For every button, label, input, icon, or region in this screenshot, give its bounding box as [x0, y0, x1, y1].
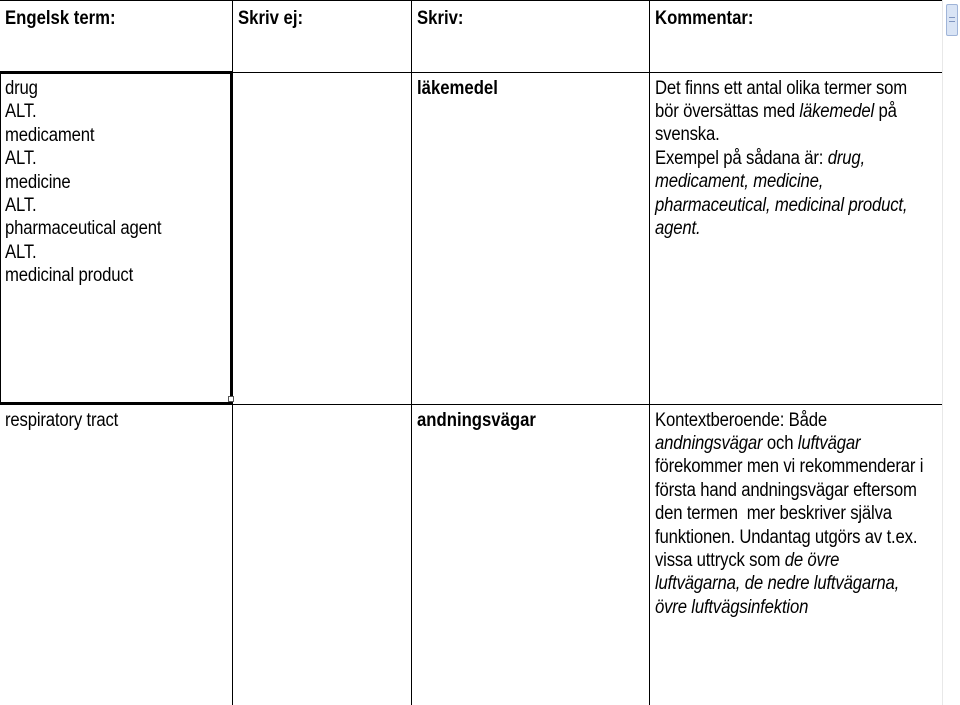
term-line: medicinal product	[5, 265, 134, 287]
comment-line: första hand andningsvägar eftersom	[654, 479, 917, 501]
english-term-cell[interactable]	[0, 404, 232, 705]
do-not-write-cell[interactable]	[232, 72, 411, 404]
term-line: pharmaceutical agent	[5, 218, 162, 240]
term-line: ALT.	[5, 195, 37, 217]
scrollbar-thumb[interactable]	[946, 4, 958, 36]
comment-line: förekommer men vi rekommenderar i	[654, 456, 923, 478]
comment-line: svenska.	[654, 124, 720, 146]
header-english-term[interactable]: Engelsk term:	[0, 1, 232, 73]
comment-line: andningsvägar och luftvägar	[654, 432, 860, 454]
comment-line: vissa uttryck som de övre	[654, 549, 839, 571]
do-not-write-cell[interactable]	[232, 404, 411, 705]
header-comment[interactable]: Kommentar:	[649, 1, 943, 73]
comment-line: luftvägarna, de nedre luftvägarna,	[654, 573, 899, 595]
comment-line: bör översättas med läkemedel på	[654, 100, 897, 122]
comment-cell[interactable]	[649, 404, 943, 705]
comment-line: medicament, medicine,	[654, 171, 823, 193]
term-line: ALT.	[5, 101, 37, 123]
term-line: drug	[5, 78, 38, 99]
comment-line: Exempel på sådana är: drug,	[654, 147, 865, 169]
term-line: medicament	[5, 124, 95, 146]
vertical-scrollbar[interactable]	[942, 0, 960, 705]
header-row	[0, 1, 943, 73]
header-do-not-write[interactable]: Skriv ej:	[232, 1, 411, 73]
comment-line: agent.	[654, 217, 700, 239]
comment-line: den termen mer beskriver själva	[654, 503, 892, 525]
comment-line: pharmaceutical, medicinal product,	[654, 194, 907, 216]
comment-line: Det finns ett antal olika termer som	[654, 77, 907, 99]
comment-line: övre luftvägsinfektion	[654, 596, 808, 618]
term-line: medicine	[5, 171, 71, 193]
table-row	[0, 404, 943, 705]
term-line: ALT.	[5, 148, 37, 170]
write-cell[interactable]: läkemedel	[411, 72, 649, 404]
comment-line: funktionen. Undantag utgörs av t.ex.	[654, 526, 917, 548]
table-row	[0, 72, 943, 404]
term-line: ALT.	[5, 241, 37, 263]
english-term-cell[interactable]	[0, 72, 232, 404]
comment-line: Kontextberoende: Både	[654, 409, 827, 431]
write-cell[interactable]: andningsvägar	[411, 404, 649, 705]
header-write[interactable]: Skriv:	[411, 1, 649, 73]
cell-resize-handle[interactable]	[228, 396, 234, 402]
term-line: respiratory tract	[4, 410, 118, 431]
comment-cell[interactable]	[649, 72, 943, 404]
